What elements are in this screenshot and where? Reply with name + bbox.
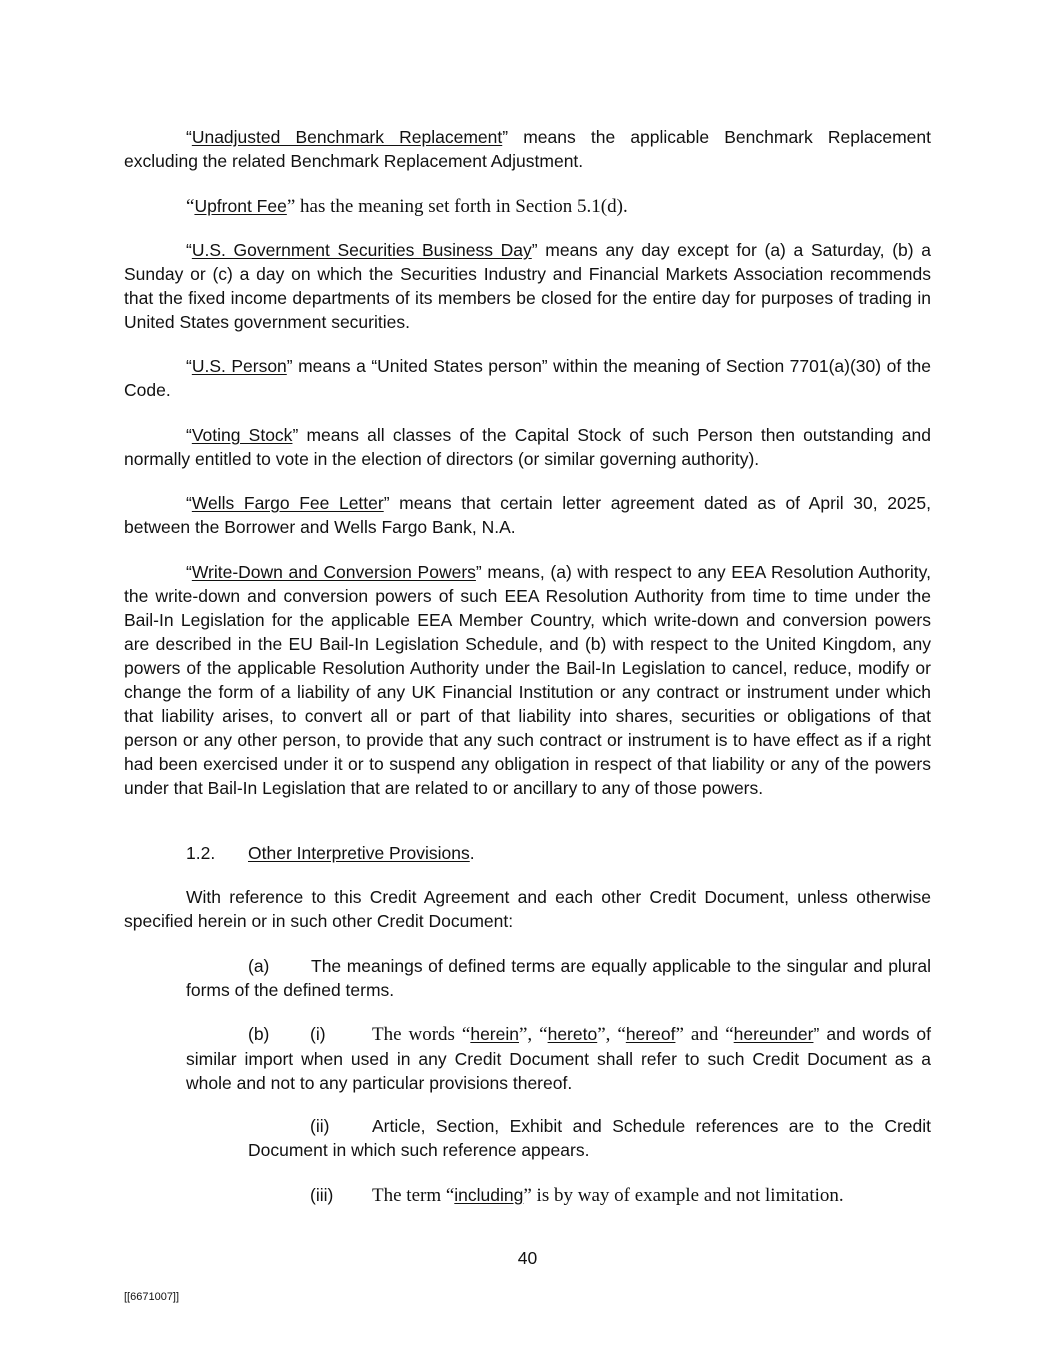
definition-text: ” has the meaning set forth in Section 5.1(d).: [286, 196, 628, 217]
clause-ii-text: Article, Section, Exhibit and Schedule references are to the Credit Document in which such reference appears.: [248, 1116, 931, 1160]
defined-term: U.S. Government Securities Business Day: [191, 240, 532, 260]
section-number: 1.2.: [186, 843, 216, 863]
clause-a-label: (a): [248, 956, 270, 976]
definition-unadjusted-benchmark-replacement: “Unadjusted Benchmark Replacement” means the applicable Benchmark Replacement excluding the related Benchmark Replacement Adjustment.: [124, 127, 931, 171]
clause-ii-label: (ii): [310, 1116, 330, 1136]
clause-b-text: ” and words of similar import when used in any Credit Document shall refer to such Credit Document as a whole and not to any particular provisions thereof.: [186, 1024, 931, 1093]
term-herein: herein: [470, 1024, 519, 1044]
section-heading: Other Interpretive Provisions.: [248, 843, 475, 863]
definition-text: ” means that certain letter agreement dated as of April 30, 2025, between the Borrower and Wells Fargo Bank, N.A.: [124, 493, 931, 537]
definition-text: ” means, (a) with respect to any EEA Resolution Authority, the write-down and conversion powers of such EEA Resolution Authority from time to time under the Bail-In Legislation for the applicable EEA Member Country, which write-down and conversion powers are described in the EU Bail-In Legislation Schedule, and (b) with respect to the United Kingdom, any powers of the applicable Resolution Authority under the Bail-In Legislation to cancel, reduce, modify or change the form of a liability of any UK Financial Institution or any contract or instrument under which that liability arises, to convert all or part of that liability into shares, securities or obligations of that person or any other person, to provide that any such contract or instrument is to have effect as if a right had been exercised under it or to suspend any obligation in respect of that liability or any of the powers under that Bail-In Legislation that are related to or ancillary to any of those powers.: [124, 562, 931, 798]
clause-a-text: The meanings of defined terms are equally applicable to the singular and plural forms of the defined terms.: [186, 956, 931, 1000]
term-hereof: hereof: [625, 1024, 676, 1044]
interpretive-intro: With reference to this Credit Agreement and each other Credit Document, unless otherwise specified herein or in such other Credit Document:: [124, 887, 931, 931]
definition-text: ” means all classes of the Capital Stock of such Person then outstanding and normally entitled to vote in the election of directors (or similar governing authority).: [124, 425, 931, 469]
definition-text: ” means a “United States person” within the meaning of Section 7701(a)(30) of the Code.: [124, 356, 931, 400]
clause-b-label: (b): [248, 1024, 270, 1044]
definition-us-person: “U.S. Person” means a “United States person” within the meaning of Section 7701(a)(30) of the Code.: [124, 356, 931, 400]
defined-term: Write-Down and Conversion Powers: [191, 562, 476, 582]
page-number: 40: [517, 1248, 538, 1268]
defined-term: Voting Stock: [191, 425, 293, 445]
term-including: including: [454, 1185, 524, 1205]
clause-b: (b) (i) The words “herein”, “hereto”, “hereof” and “hereunder” and words of similar import when used in any Credit Document shall refer to such Credit Document as a whole and not to any particular provisions thereof.: [186, 1024, 931, 1093]
document-id: [[6671007]]: [124, 1291, 180, 1303]
definition-us-government-securities-business-day: “U.S. Government Securities Business Day” means any day except for (a) a Saturday, (b) a Sunday or (c) a day on which the Securities Industry and Financial Markets Association recommends that the fixed income departments of its members be closed for the entire day for purposes of trading in United States government securities.: [124, 240, 931, 332]
clause-a: [186, 954, 931, 1002]
defined-term: U.S. Person: [191, 356, 287, 376]
defined-term: Wells Fargo Fee Letter: [191, 493, 384, 513]
clause-ii: [248, 1114, 931, 1162]
definition-text: ” means the applicable Benchmark Replacement excluding the related Benchmark Replacement Adjustment.: [124, 127, 931, 171]
term-hereunder: hereunder: [733, 1024, 814, 1044]
clause-b-i-label: (i): [310, 1024, 326, 1044]
definition-wells-fargo-fee-letter: “Wells Fargo Fee Letter” means that certain letter agreement dated as of April 30, 2025, between the Borrower and Wells Fargo Bank, N.A.: [124, 493, 931, 537]
definition-voting-stock: “Voting Stock” means all classes of the Capital Stock of such Person then outstanding and normally entitled to vote in the election of directors (or similar governing authority).: [124, 425, 931, 469]
section-title: Other Interpretive Provisions: [248, 843, 470, 863]
clause-iii-label: (iii): [310, 1185, 334, 1205]
term-hereto: hereto: [547, 1024, 598, 1044]
defined-term: Upfront Fee: [194, 196, 287, 216]
definition-text: ” means any day except for (a) a Saturday, (b) a Sunday or (c) a day on which the Securities Industry and Financial Markets Association recommends that the fixed income departments of its members be closed for the entire day for purposes of trading in United States government securities.: [124, 240, 931, 332]
defined-term: Unadjusted Benchmark Replacement: [191, 127, 503, 147]
definition-write-down-and-conversion-powers: “Write-Down and Conversion Powers” means, (a) with respect to any EEA Resolution Authority, the write-down and conversion powers of such EEA Resolution Authority from time to time under the Bail-In Legislation for the applicable EEA Member Country, which write-down and conversion powers are described in the EU Bail-In Legislation Schedule, and (b) with respect to the United Kingdom, any powers of the applicable Resolution Authority under the Bail-In Legislation to cancel, reduce, modify or change the form of a liability of any UK Financial Institution or any contract or instrument under which that liability arises, to convert all or part of that liability into shares, securities or obligations of that person or any other person, to provide that any such contract or instrument is to have effect as if a right had been exercised under it or to suspend any obligation in respect of that liability or any of the powers under that Bail-In Legislation that are related to or ancillary to any of those powers.: [124, 562, 931, 798]
clause-iii: (iii) The term “including” is by way of example and not limitation.: [310, 1185, 844, 1206]
definition-upfront-fee: “Upfront Fee” has the meaning set forth in Section 5.1(d).: [186, 196, 628, 217]
